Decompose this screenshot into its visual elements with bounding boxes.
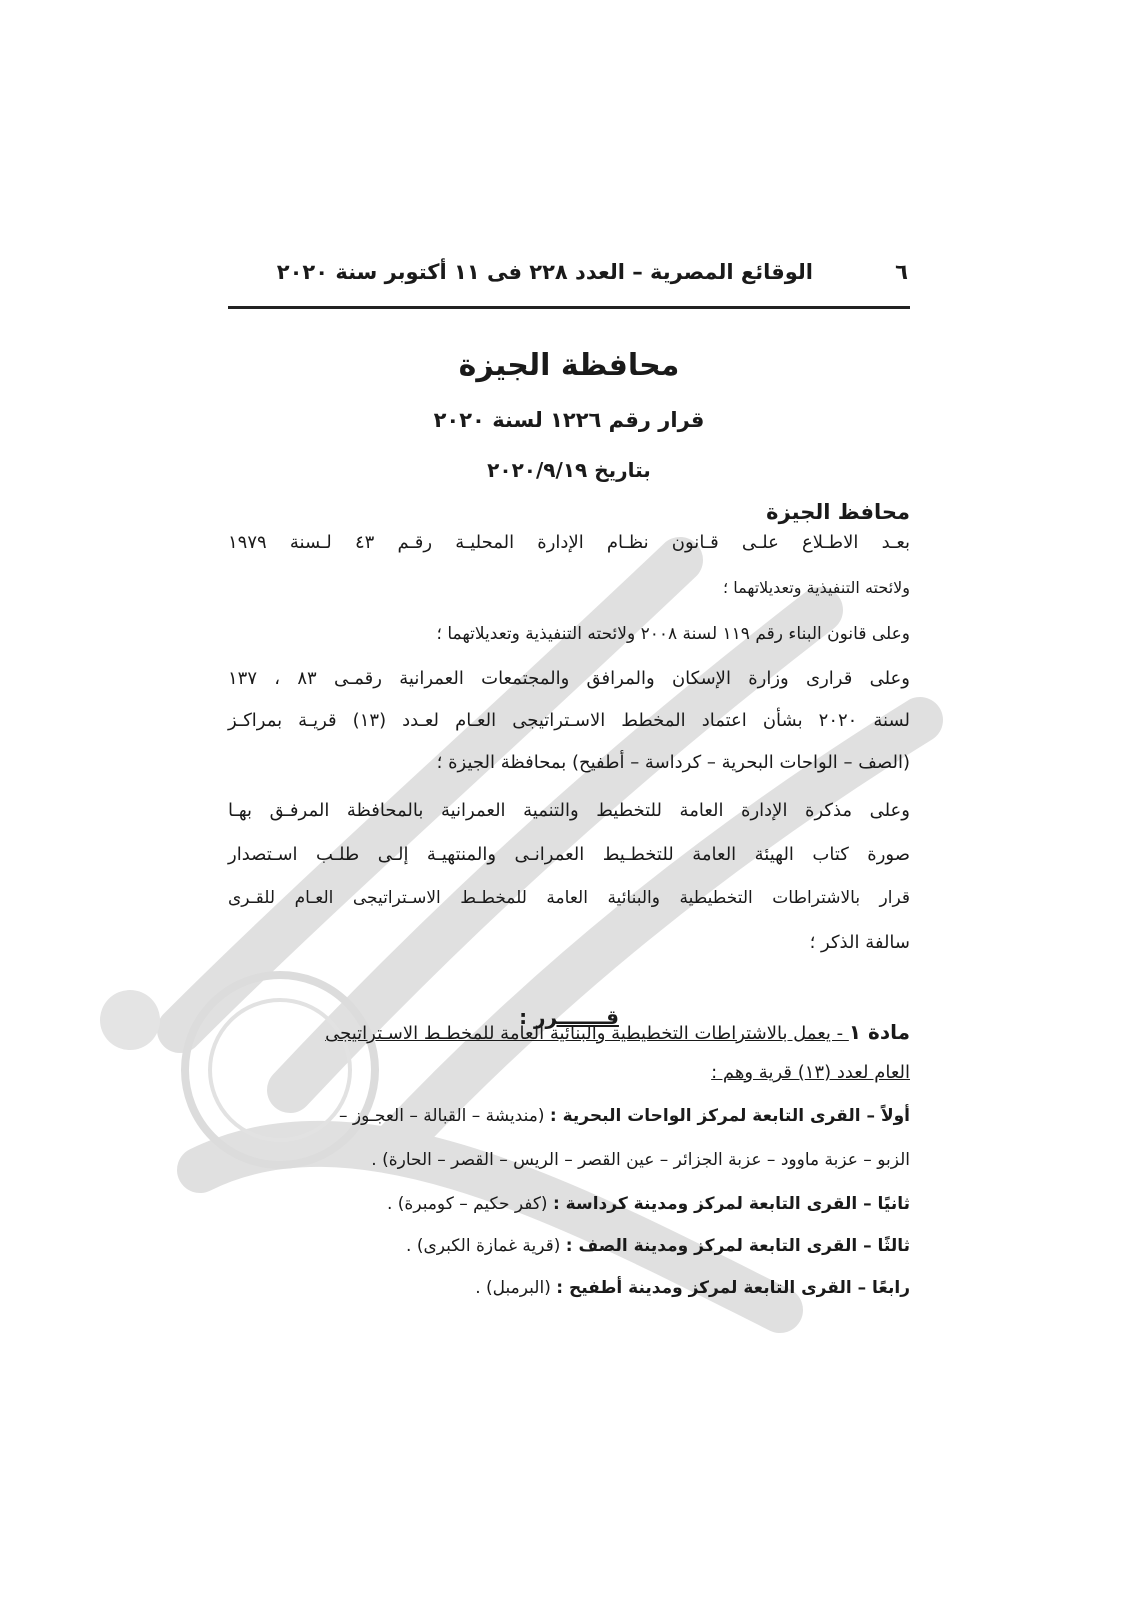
list-item (228, 1150, 910, 1170)
list-item (228, 1194, 910, 1214)
decided-word: قـــــــرر (534, 1005, 619, 1029)
gazette-header-title: الوقائع المصرية – العدد ٢٢٨ فى ١١ أكتوبر سنة ٢٠٢٠ (276, 260, 813, 284)
article-1-line-1 (228, 1020, 910, 1044)
header-divider (228, 306, 910, 309)
list-item-text: (منديشة – القبالة – العجـوز – (339, 1106, 550, 1126)
list-item-text: (كفر حكيم – كومبرة) . (386, 1194, 553, 1214)
list-item-text: الزبو – عزبة ماوود – عزبة الجزائر – عين القصر – الريس – القصر – الحارة) . (371, 1150, 910, 1170)
preamble-line: وعلى مذكرة الإدارة العامة للتخطيط والتنمية العمرانية بالمحافظة المرفـق بهـا (228, 800, 910, 821)
page-number: ٦ (895, 260, 908, 284)
list-item (228, 1236, 910, 1256)
article-1-line-2 (228, 1062, 910, 1083)
page-header (228, 258, 908, 298)
preamble-line: وعلى قرارى وزارة الإسكان والمرافق والمجتمعات العمرانية رقمـى ٨٣ ، ١٣٧ (228, 668, 910, 689)
list-item-text: (البرمبل) . (475, 1278, 557, 1298)
list-item (228, 1106, 910, 1126)
article-1-text: - يعمل بالاشتراطات التخطيطية والبنائية العامة للمخطـط الاسـتراتيجى (325, 1023, 849, 1044)
list-item-label: ثانيًا – القرى التابعة لمركز ومدينة كرداسة : (552, 1194, 910, 1214)
issuer-label: محافظ الجيزة (766, 500, 910, 524)
article-1-text-cont: العام لعدد (١٣) قرية وهم : (711, 1062, 910, 1083)
preamble-line: (الصف – الواحات البحرية – كرداسة – أطفيح) بمحافظة الجيزة ؛ (436, 752, 910, 773)
list-item-label: رابعًا – القرى التابعة لمركز ومدينة أطفيح : (556, 1278, 910, 1298)
preamble-line: ولائحته التنفيذية وتعديلاتهما ؛ (723, 578, 910, 597)
list-item-label: أولاً – القرى التابعة لمركز الواحات البحرية : (549, 1106, 910, 1126)
preamble-line: لسنة ٢٠٢٠ بشأن اعتماد المخطط الاسـتراتيجى العـام لعـدد (١٣) قريـة بمراكـز (228, 710, 910, 731)
preamble-line: سالفة الذكر ؛ (809, 932, 910, 953)
preamble-line: بعـد الاطـلاع علـى قـانون نظـام الإدارة المحليـة رقـم ٤٣ لـسنة ١٩٧٩ (228, 532, 911, 553)
preamble-line: صورة كتاب الهيئة العامة للتخطـيط العمرانـى والمنتهيـة إلـى طلـب اسـتصدار (228, 844, 910, 865)
decree-title: قرار رقم ١٢٢٦ لسنة ٢٠٢٠ (433, 408, 705, 432)
decree-date: بتاريخ ٢٠٢٠/٩/١٩ (487, 458, 651, 482)
list-item (228, 1278, 910, 1298)
list-item-label: ثالثًا – القرى التابعة لمركز ومدينة الصف : (565, 1236, 910, 1256)
governorate-title: محافظة الجيزة (458, 348, 680, 383)
article-1-label: مادة ١ (848, 1020, 910, 1044)
decided-colon: : (519, 1005, 528, 1029)
list-item-text: (قرية غمازة الكبرى) . (406, 1236, 566, 1256)
preamble-line: قرار بالاشتراطات التخطيطية والبنائية العامة للمخطـط الاسـتراتيجى العـام للقـرى (228, 888, 910, 908)
preamble-line: وعلى قانون البناء رقم ١١٩ لسنة ٢٠٠٨ ولائحته التنفيذية وتعديلاتهما ؛ (436, 624, 910, 644)
